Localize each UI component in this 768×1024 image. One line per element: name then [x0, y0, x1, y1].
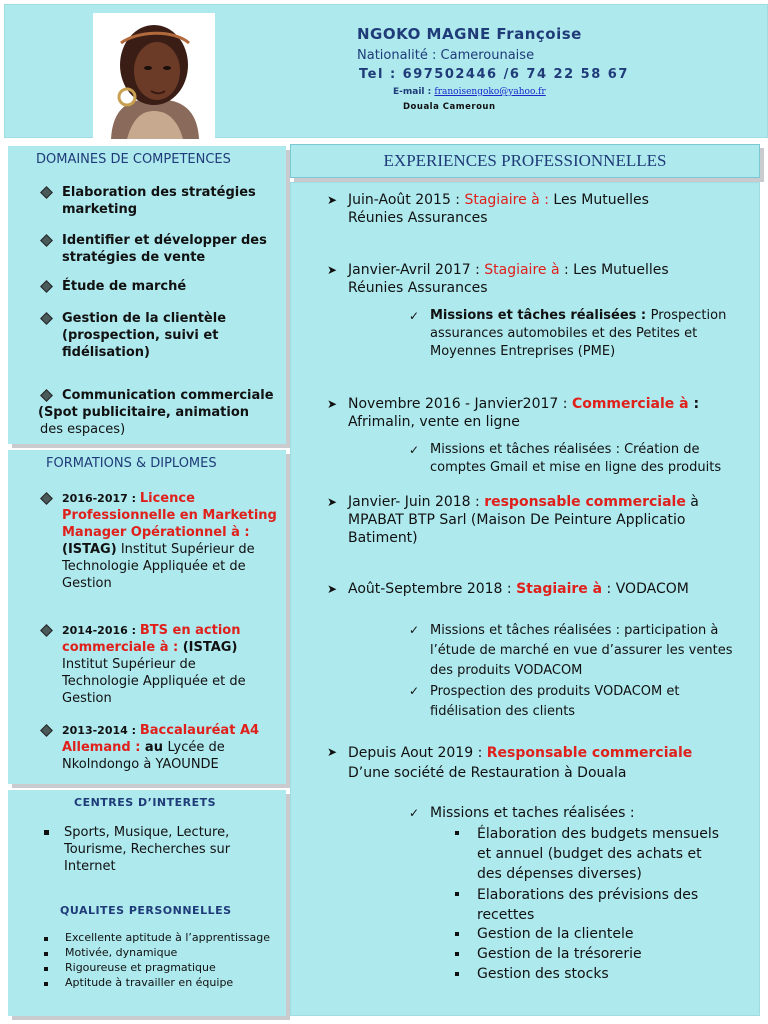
bullet-square-icon — [455, 892, 459, 896]
experience-item: Janvier- Juin 2018 : responsable commerciale à MPABAT BTP Sarl (Maison De Peinture Applicatio Batiment) — [348, 494, 699, 546]
bullet-diamond-icon — [40, 186, 53, 199]
bullet-square-icon — [455, 952, 459, 956]
formations-panel — [8, 450, 286, 784]
portrait-image — [93, 13, 215, 139]
qualite-item: Motivée, dynamique — [65, 946, 178, 959]
bullet-diamond-icon — [40, 624, 53, 637]
bullet-square-icon — [455, 831, 459, 835]
bullet-diamond-icon — [40, 280, 53, 293]
bullet-square-icon — [44, 937, 48, 941]
experience-missions: Missions et tâches réalisées : Création de comptes Gmail et mise en ligne des produits — [430, 442, 722, 475]
bullet-square-icon — [44, 952, 48, 956]
bullet-square-icon — [455, 972, 459, 976]
arrow-bullet-icon: ➤ — [327, 193, 338, 207]
nationality: Nationalité : Camerounaise — [357, 48, 535, 63]
experience-missions-title: Missions et taches réalisées : — [430, 805, 635, 821]
check-icon: ✓ — [409, 443, 420, 457]
arrow-bullet-icon: ➤ — [327, 582, 338, 596]
experience-item: Août-Septembre 2018 : Stagiaire à : VODACOM — [348, 581, 689, 597]
email-label: E-mail : — [393, 87, 432, 97]
arrow-bullet-icon: ➤ — [327, 495, 338, 509]
formation-item-2013: 2013-2014 : Baccalauréat A4 Allemand : au Lycée de Nkolndongo à YAOUNDE — [62, 723, 260, 772]
task-item: Gestion de la trésorerie — [477, 946, 642, 962]
arrow-bullet-icon: ➤ — [327, 745, 338, 759]
profile-photo — [93, 13, 215, 139]
bullet-square-icon — [455, 932, 459, 936]
qualite-item: Aptitude à travailler en équipe — [65, 976, 234, 989]
task-item: Gestion des stocks — [477, 966, 609, 982]
formation-item-2014: 2014-2016 : BTS en action commerciale à : (ISTAG) Institut Supérieur de Technologie Appliquée et de Gestion — [62, 623, 246, 706]
formation-item-2016: 2016-2017 : Licence Professionnelle en Marketing Manager Opérationnel à : (ISTAG) Institut Supérieur de Technologie Appliquée et de Gestion — [62, 491, 277, 591]
experiences-title: EXPERIENCES PROFESSIONNELLES — [383, 151, 667, 170]
check-icon: ✓ — [409, 684, 420, 698]
domaine-item: Identifier et développer des stratégies de vente — [62, 233, 267, 265]
domaine-item: Elaboration des stratégies marketing — [62, 185, 256, 217]
domaines-title: DOMAINES DE COMPETENCES — [36, 152, 231, 167]
qualites-title: QUALITES PERSONNELLES — [60, 904, 232, 917]
bullet-diamond-icon — [40, 312, 53, 325]
experience-missions: Missions et tâches réalisées : Prospection assurances automobiles et des Petites et Moyennes Entreprises (PME) — [430, 308, 727, 359]
interets-text: Sports, Musique, Lecture, Tourisme, Recherches sur Internet — [64, 825, 231, 874]
interets-panel — [8, 790, 286, 1016]
experience-item: Juin-Août 2015 : Stagiaire à : Les Mutuelles Réunies Assurances — [348, 192, 649, 226]
qualite-item: Rigoureuse et pragmatique — [65, 961, 216, 974]
arrow-bullet-icon: ➤ — [327, 397, 338, 411]
bullet-square-icon — [44, 982, 48, 986]
experience-missions: Missions et tâches réalisées : participation à l’étude de marché en vue d’assurer les ventes des produits VODACOM — [430, 623, 733, 678]
header-panel — [4, 4, 768, 138]
arrow-bullet-icon: ➤ — [327, 263, 338, 277]
domaines-panel — [8, 146, 286, 444]
experiences-title-bar — [290, 144, 760, 178]
email-line — [393, 87, 546, 97]
check-icon: ✓ — [409, 309, 420, 323]
domaine-item-cont: (Spot publicitaire, animation des espaces) — [38, 405, 250, 437]
experiences-panel — [290, 182, 760, 1016]
qualite-item: Excellente aptitude à l’apprentissage — [65, 931, 270, 944]
bullet-diamond-icon — [40, 492, 53, 505]
city: Douala Cameroun — [403, 102, 496, 112]
email-link[interactable]: franoisengoko@yahoo.fr — [434, 87, 546, 97]
check-icon: ✓ — [409, 806, 420, 820]
bullet-diamond-icon — [40, 234, 53, 247]
candidate-name: NGOKO MAGNE Françoise — [357, 25, 582, 43]
phone-numbers: Tel : 697502446 /6 74 22 58 67 — [359, 67, 629, 82]
bullet-diamond-icon — [40, 724, 53, 737]
bullet-square-icon — [44, 967, 48, 971]
experience-item: Janvier-Avril 2017 : Stagiaire à : Les Mutuelles Réunies Assurances — [348, 262, 669, 296]
domaine-item: Étude de marché — [62, 279, 187, 294]
experience-item: Depuis Aout 2019 : Responsable commerciale D’une société de Restauration à Douala — [348, 745, 693, 781]
task-item: Elaborations des prévisions des recettes — [477, 887, 699, 923]
bullet-diamond-icon — [40, 389, 53, 402]
interets-title: CENTRES D’INTERETS — [74, 796, 217, 809]
bullet-square-icon — [44, 830, 49, 835]
domaine-item: Communication commerciale — [62, 388, 274, 403]
check-icon: ✓ — [409, 623, 420, 637]
task-item: Gestion de la clientele — [477, 926, 634, 942]
task-item: Élaboration des budgets mensuels et annuel (budget des achats et des dépenses diverses) — [477, 826, 720, 882]
domaine-item: Gestion de la clientèle (prospection, suivi et fidélisation) — [62, 311, 227, 360]
experience-item: Novembre 2016 - Janvier2017 : Commerciale à : Afrimalin, vente en ligne — [348, 396, 700, 430]
formations-title: FORMATIONS & DIPLOMES — [46, 456, 217, 471]
experience-missions: Prospection des produits VODACOM et fidélisation des clients — [430, 684, 680, 719]
